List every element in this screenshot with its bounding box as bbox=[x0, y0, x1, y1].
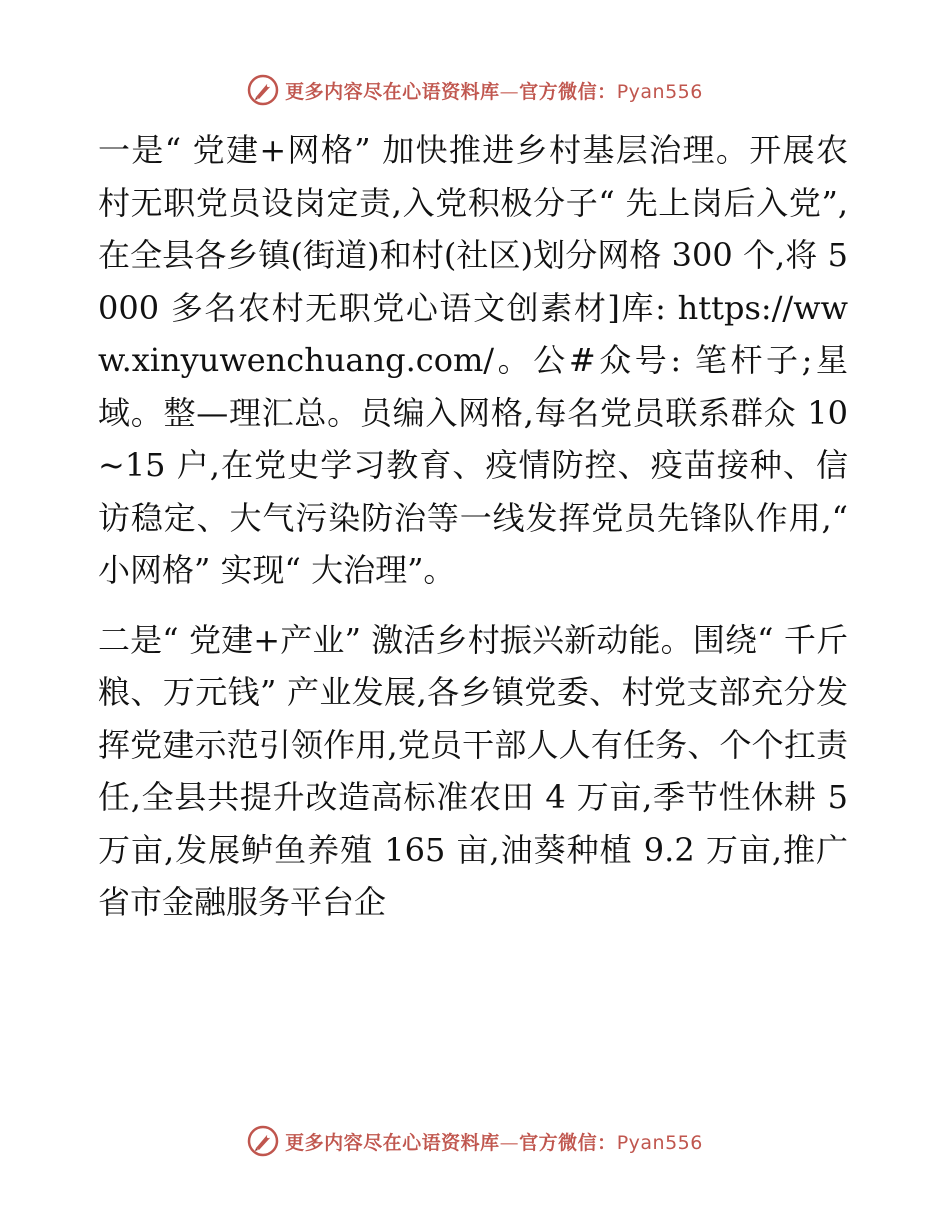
pen-nib-logo-icon bbox=[247, 74, 279, 106]
footer-wechat-id: Pyan556 bbox=[616, 1131, 703, 1154]
footer-watermark bbox=[0, 1121, 950, 1161]
header-wechat-id: Pyan556 bbox=[616, 80, 703, 103]
document-body bbox=[98, 124, 848, 929]
footer-wechat-label: 官方微信： bbox=[519, 1131, 617, 1154]
footer-separator: — bbox=[499, 1131, 520, 1154]
pen-nib-logo-icon bbox=[247, 1125, 279, 1157]
header-wechat-label: 官方微信： bbox=[519, 80, 617, 103]
header-separator: — bbox=[499, 80, 520, 103]
paragraph-party-building-grid: 一是“ 党建+网格” 加快推进乡村基层治理。开展农村无职党员设岗定责,入党积极分子“ 先上岗后入党”,在全县各乡镇(街道)和村(社区)划分网格 300 个,将 5000 多名农村无职党心语文创素材]库: https://www.xinyuwenchuang.com/。公#众号: 笔杆子;星域。整—理汇总。员编入网格,每名党员联系群众 10~15 户,在党史学习教育、疫情防控、疫苗接种、信访稳定、大气污染防治等一线发挥党员先锋队作用,“ 小网格” 实现“ 大治理”。 bbox=[98, 131, 848, 589]
header-site-text: 更多内容尽在心语资料库 bbox=[285, 80, 500, 103]
paragraph-party-building-industry: 二是“ 党建+产业” 激活乡村振兴新动能。围绕“ 千斤粮、万元钱” 产业发展,各乡镇党委、村党支部充分发挥党建示范引领作用,党员干部人人有任务、个个扛责任,全县共提升改造高标准农田 4 万亩,季节性休耕 5 万亩,发展鲈鱼养殖 165 亩,油葵种植 9.2 万亩,推广省市金融服务平台企 bbox=[98, 620, 848, 921]
footer-banner-text bbox=[285, 1128, 703, 1155]
footer-site-text: 更多内容尽在心语资料库 bbox=[285, 1131, 500, 1154]
header-banner-text bbox=[285, 77, 703, 104]
header-watermark bbox=[0, 70, 950, 110]
